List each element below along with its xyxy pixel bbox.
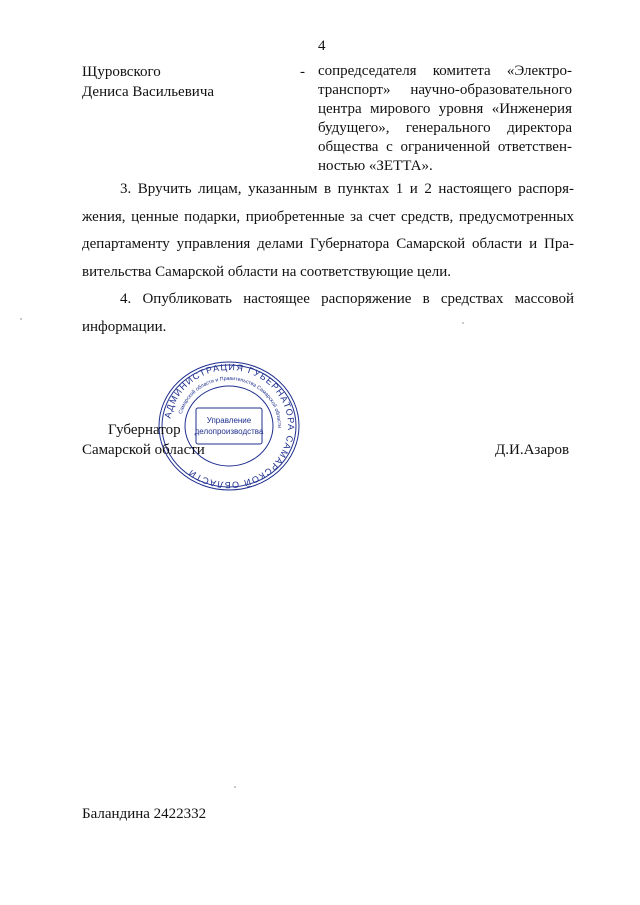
awardee-position: сопредседателя комитета «Электро-транспорт» научно-образовательного центра мирового уровня «Инженерия будущего», генерального директора общества с ограниченной ответствен-ностью «ЗЕТТА». — [318, 63, 572, 174]
executor-contact: Баландина 2422332 — [82, 806, 207, 822]
seal-outer-text: АДМИНИСТРАЦИЯ ГУБЕРНАТОРА САМАРСКОЙ ОБЛАСТИ — [162, 361, 297, 491]
scan-speck — [462, 322, 464, 324]
scan-speck — [20, 318, 22, 320]
paragraph-3: 3. Вручить лицам, указанным в пунктах 1 и 2 настоящего распоря-жения, ценные подарки, приобретенные за счет средств, предусмотренных департаменту управления делами Губернатора Самарской области и Пра-вительства Самарской области на соответствующие цели. — [82, 181, 574, 280]
seal-center-line-2: делопроизводства — [194, 427, 264, 436]
signature-block — [0, 360, 640, 510]
entry-dash: - — [300, 64, 305, 80]
signer-title-line-2: Самарской области — [82, 442, 205, 458]
seal-center-line-1: Управление — [206, 416, 252, 425]
paragraph-4: 4. Опубликовать настоящее распоряжение в средствах массовой информации. — [82, 291, 574, 335]
awardee-surname: Щуровского — [82, 64, 161, 80]
seal-inner-text: Самарской области и Правительства Самарской области — [177, 375, 283, 429]
page-number: 4 — [318, 38, 326, 54]
awardee-name — [82, 62, 282, 102]
scan-speck — [234, 786, 236, 788]
awardee-given-names: Дениса Васильевича — [82, 84, 215, 100]
signer-title-line-1: Губернатор — [108, 422, 181, 438]
signer-title — [82, 420, 205, 460]
signer-name: Д.И.Азаров — [495, 442, 570, 458]
